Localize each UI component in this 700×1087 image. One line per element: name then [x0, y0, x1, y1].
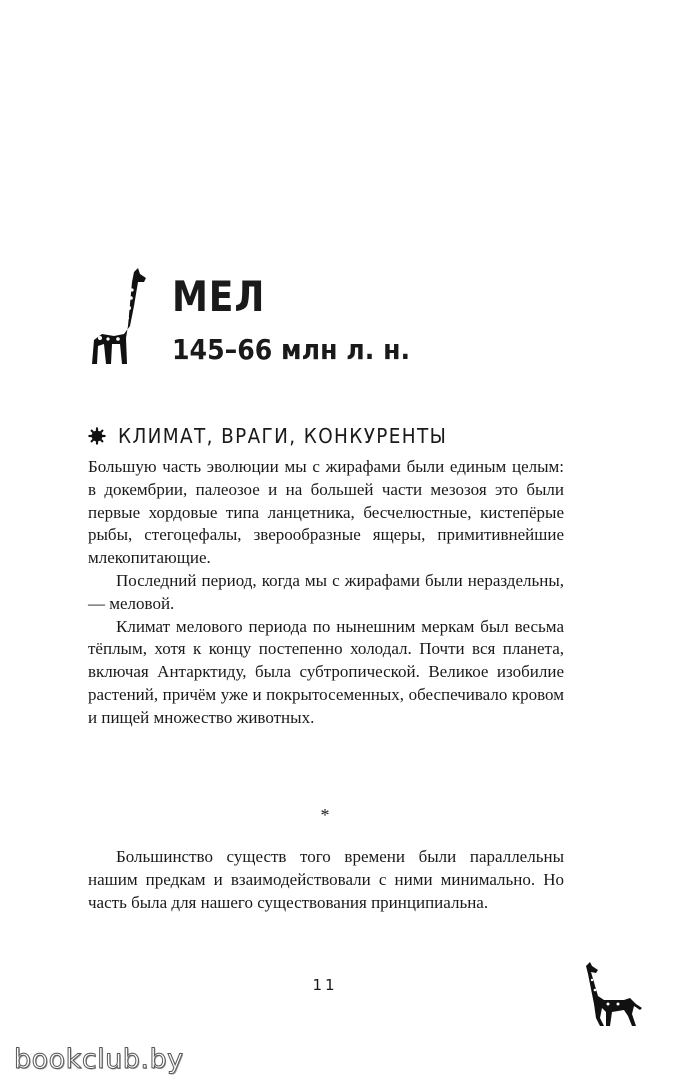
giraffe-icon: [580, 960, 646, 1028]
chapter-period: 145–66 млн л. н.: [172, 333, 411, 366]
section-separator: *: [320, 805, 330, 825]
paragraph: Большинство существ того времени были параллельны нашим предкам и взаимодействовали с ними минимально. Но часть была для нашего существования принципиальна.: [88, 847, 564, 912]
gear-bullet-icon: [88, 427, 106, 445]
page-number: 11: [312, 976, 338, 994]
chapter-title: МЕЛ: [172, 272, 266, 321]
body-text-continued: [88, 846, 564, 914]
watermark: bookclub.by: [14, 1044, 184, 1075]
paragraph: Большую часть эволюции мы с жирафами были единым целым: в докембрии, палеозое и на большей части мезозоя это были первые хордовые типа ланцетника, бесчелюстные, кистепёрые рыбы, стегоцефалы, зверообразные ящеры, примитивнейшие млекопитающие.: [88, 457, 564, 568]
paragraph: Последний период, когда мы с жирафами были нераздельны, — меловой.: [88, 570, 564, 613]
section-heading: [88, 424, 476, 448]
paragraph: Климат мелового периода по нынешним меркам был весьма тёплым, хотя к концу постепенно холодал. Почти вся планета, включая Антарктиду, была субтропической. Великое изобилие растений, причём уже и покрытосеменных, обеспечивало кровом и пищей множество животных.: [88, 616, 564, 727]
section-title: КЛИМАТ, ВРАГИ, КОНКУРЕНТЫ: [118, 424, 448, 448]
giraffe-head-icon: [84, 266, 152, 366]
body-text: [88, 456, 564, 730]
